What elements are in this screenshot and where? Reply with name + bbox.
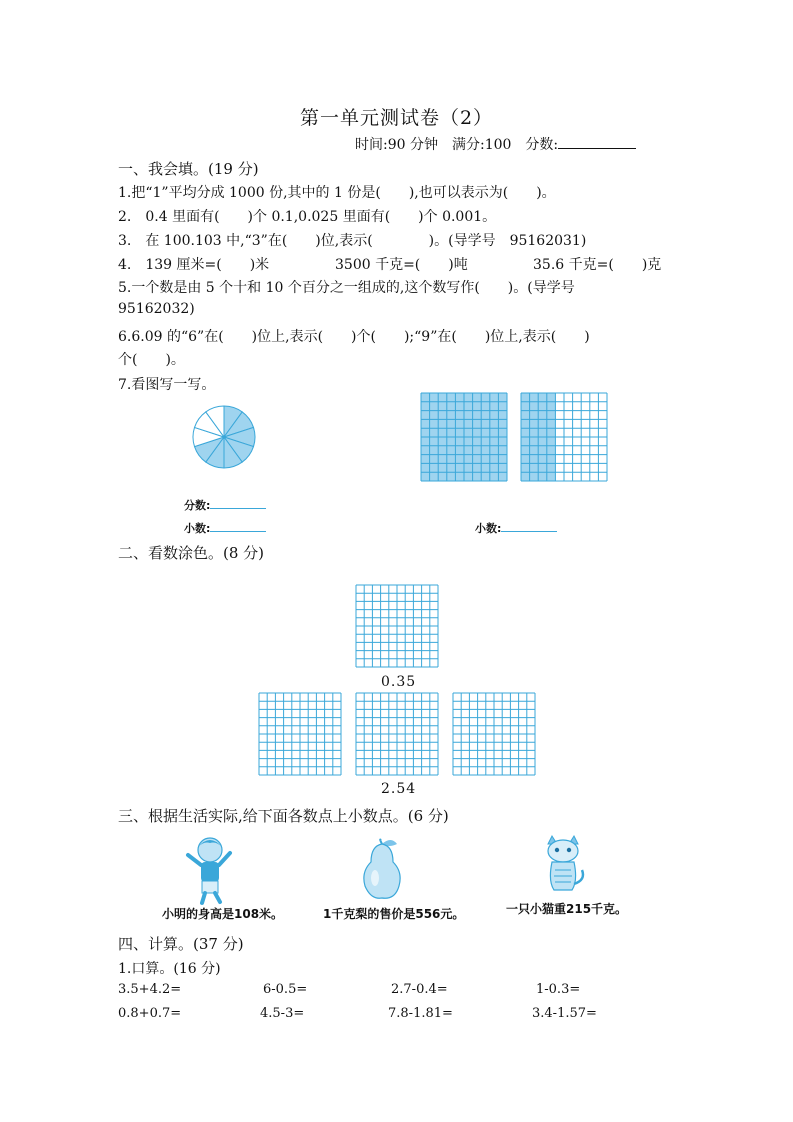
cat-illustration (538, 836, 588, 894)
calc-item: 3.4-1.57= (532, 1006, 597, 1021)
exam-meta-text: 时间:90 分钟 满分:100 分数: (355, 137, 559, 153)
question-4a: 4. 139 厘米=( )米 (118, 257, 270, 273)
decimal-answer-line-left[interactable] (210, 521, 266, 532)
boy-illustration (180, 835, 240, 905)
question-4c: 35.6 千克=( )克 (533, 257, 662, 273)
fraction-circle (192, 405, 256, 469)
section4-sub1: 1.口算。(16 分) (118, 961, 221, 977)
question-6b: 个( )。 (118, 352, 185, 368)
number-label-035: 0.35 (381, 674, 417, 690)
page-title: 第一单元测试卷（2） (299, 107, 494, 129)
illustration-caption-3: 一只小猫重215千克。 (506, 902, 628, 916)
question-2: 2. 0.4 里面有( )个 0.1,0.025 里面有( )个 0.001。 (118, 209, 497, 225)
fraction-caption (184, 497, 266, 513)
illustration-caption-1: 小明的身高是108米。 (162, 907, 284, 921)
fraction-label: 分数: (184, 499, 211, 512)
section1-heading: 一、我会填。(19 分) (118, 160, 259, 178)
coloring-grid-035[interactable] (356, 585, 438, 667)
coloring-grid-254-1[interactable] (259, 693, 341, 775)
exam-meta (355, 134, 636, 154)
question-3: 3. 在 100.103 中,“3”在( )位,表示( )。(导学号 95162031) (118, 233, 587, 249)
calc-item: 0.8+0.7= (118, 1006, 182, 1021)
illustration-caption-2: 1千克梨的售价是556元。 (323, 907, 465, 921)
hundred-grid-full (421, 393, 507, 481)
calc-item: 1-0.3= (536, 982, 581, 997)
section2-heading: 二、看数涂色。(8 分) (118, 544, 265, 562)
score-blank[interactable] (558, 136, 636, 149)
calc-item: 6-0.5= (263, 982, 308, 997)
question-5a: 5.一个数是由 5 个十和 10 个百分之一组成的,这个数写作( )。(导学号 (118, 280, 575, 296)
question-6a: 6.6.09 的“6”在( )位上,表示( )个( );“9”在( )位上,表示( ) (118, 329, 590, 345)
hundred-grid-partial (521, 393, 607, 481)
question-7: 7.看图写一写。 (118, 377, 216, 393)
coloring-grid-254-2[interactable] (356, 693, 438, 775)
fraction-answer-line[interactable] (210, 498, 266, 509)
section4-heading: 四、计算。(37 分) (118, 935, 244, 953)
decimal-label-right: 小数: (475, 522, 502, 535)
calc-item: 2.7-0.4= (391, 982, 448, 997)
calc-item: 4.5-3= (260, 1006, 305, 1021)
question-1: 1.把“1”平均分成 1000 份,其中的 1 份是( ),也可以表示为( )。 (118, 185, 556, 201)
question-5b: 95162032) (118, 301, 195, 317)
decimal-caption-right (475, 520, 557, 536)
section3-heading: 三、根据生活实际,给下面各数点上小数点。(6 分) (118, 807, 449, 825)
decimal-label-left: 小数: (184, 522, 211, 535)
pear-illustration (357, 838, 407, 900)
number-label-254: 2.54 (381, 781, 417, 797)
decimal-caption-left (184, 520, 266, 536)
coloring-grid-254-3[interactable] (453, 693, 535, 775)
decimal-answer-line-right[interactable] (501, 521, 557, 532)
question-4b: 3500 千克=( )吨 (335, 257, 468, 273)
calc-item: 7.8-1.81= (388, 1006, 453, 1021)
calc-item: 3.5+4.2= (118, 982, 182, 997)
